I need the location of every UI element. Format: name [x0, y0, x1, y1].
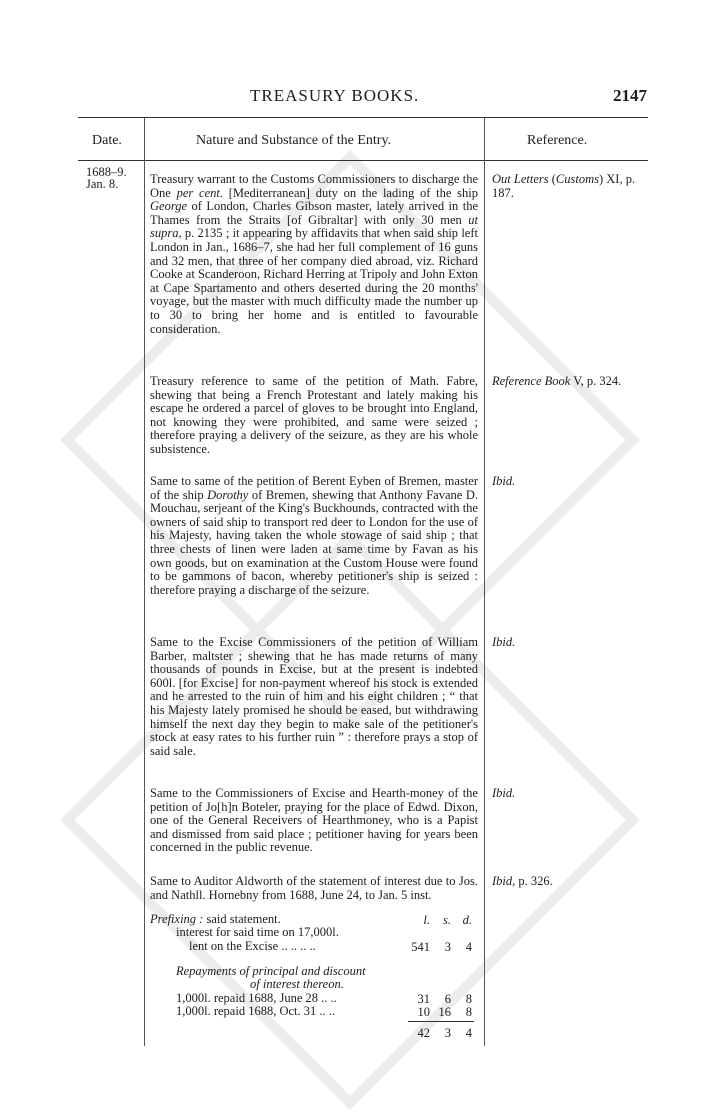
interest-shillings: 3	[444, 940, 451, 954]
total-pence: 4	[465, 1026, 472, 1040]
column-head-date: Date.	[92, 133, 122, 148]
entry-2: Treasury reference to same of the petition of Math. Fabre, shewing that being a French Protestant and lately making his escape he ordered a parcel of gloves to be brought into England, not knowing they were prohibited, and same were seized ; therefore praying a delivery of the seizure, as they are his whole subsistence.	[150, 374, 478, 456]
repayment-1-shillings: 6	[444, 992, 451, 1006]
total-rule	[408, 1021, 474, 1022]
entry-5: Same to the Commissioners of Excise and Hearth-money of the petition of Jo[h]n Boteler, praying for the place of Edwd. Dixon, one of the General Receivers of Hearthmoney, who is a Papist and dismissed from said place ; petitioner having for years been concerned in the public revenue.	[150, 786, 478, 855]
entry-6: Same to Auditor Aldworth of the statement of interest due to Jos. and Nathll. Hornebny from 1688, June 24, to Jan. 5 inst.	[150, 874, 478, 902]
interest-pounds: 541	[411, 940, 430, 954]
column-divider-1	[144, 118, 145, 1046]
repayment-2-pence: 8	[465, 1005, 472, 1019]
total-shillings: 3	[444, 1026, 451, 1040]
repayment-2-shillings: 16	[438, 1005, 451, 1019]
entry-3: Same to same of the petition of Berent Eyben of Bremen, master of the ship Dorothy of Bremen, shewing that Anthony Favane D. Mouchau, serjeant of the King's Buckhounds, contracted with the owners of said ship to transport red deer to London for the use of his Majesty, having taken the whole stowage of said ship ; that three chests of linen were laden at same time by Favan as his own goods, but on examination at the Custom House were found to be gammons of bacon, whereby petitioner's ship is seized : therefore praying a discharge of the seizure.	[150, 474, 478, 597]
column-head-reference: Reference.	[527, 133, 588, 148]
repayments-heading-1: Repayments of principal and discount	[176, 964, 366, 978]
date-day: Jan. 8.	[86, 177, 119, 191]
header-top-rule	[78, 117, 648, 118]
column-head-nature: Nature and Substance of the Entry.	[196, 133, 392, 148]
repayment-1-pence: 8	[465, 992, 472, 1006]
repayment-row-2: 1,000l. repaid 1688, Oct. 31 .. ..	[176, 1004, 336, 1018]
reference-1: Out Letters (Customs) XI, p. 187.	[492, 172, 636, 200]
statement-prefix: Prefixing : said statement.	[150, 912, 281, 926]
interest-pence: 4	[465, 940, 472, 954]
interest-line-1: interest for said time on 17,000l.	[176, 925, 339, 939]
repayments-heading-2: of interest thereon.	[250, 977, 344, 991]
reference-5: Ibid.	[492, 786, 516, 800]
col-pounds-head: l.	[423, 913, 430, 927]
page-number: 2147	[613, 86, 647, 105]
interest-line-2: lent on the Excise .. .. .. ..	[189, 939, 316, 953]
entry-4: Same to the Excise Commissioners of the petition of William Barber, maltster ; shewing that he has made returns of many thousands of pounds in Excise, but at the present is indebted 600l. [for Excise] for non-payment whereof his stock is extended and he arrested to the ruin of him and his eight children ; “ that his Majesty lately promised he should be eased, but withdrawing himself the next day they begin to make sale of the petitioner's stock at easy rates to his further ruin ” : therefore prays a stop of said sale.	[150, 635, 478, 758]
col-shillings-head: s.	[443, 913, 451, 927]
date-year: 1688–9.	[86, 165, 127, 179]
header-bottom-rule	[78, 160, 648, 161]
reference-3: Ibid.	[492, 474, 516, 488]
repayment-2-pounds: 10	[417, 1005, 430, 1019]
repayment-row-1: 1,000l. repaid 1688, June 28 .. ..	[176, 991, 337, 1005]
reference-4: Ibid.	[492, 635, 516, 649]
reference-2: Reference Book V, p. 324.	[492, 374, 622, 388]
entry-1: Treasury warrant to the Customs Commissioners to discharge the One per cent. [Mediterranean] duty on the lading of the ship George of London, Charles Gibson master, lately arrived in the Thames from the Straits [of Gibraltar] with only 30 men ut supra, p. 2135 ; it appearing by affidavits that when said ship left London in Jan., 1686–7, she had her full complement of 16 guns and 32 men, that three of her company died abroad, viz. Richard Cooke at Scanderoon, Richard Herring at Tripoly and John Exton at Cape Spartamento and others deserted during the 20 months' voyage, but the master with much difficulty made the number up to 30 to bring her home and is entitled to favourable consideration.	[150, 172, 479, 336]
col-pence-head: d.	[462, 913, 472, 927]
reference-6: Ibid, p. 326.	[492, 874, 553, 888]
repayment-1-pounds: 31	[417, 992, 430, 1006]
total-pounds: 42	[417, 1026, 430, 1040]
page-header	[0, 86, 721, 110]
column-divider-2	[484, 118, 485, 1046]
running-title: TREASURY BOOKS.	[250, 86, 420, 105]
